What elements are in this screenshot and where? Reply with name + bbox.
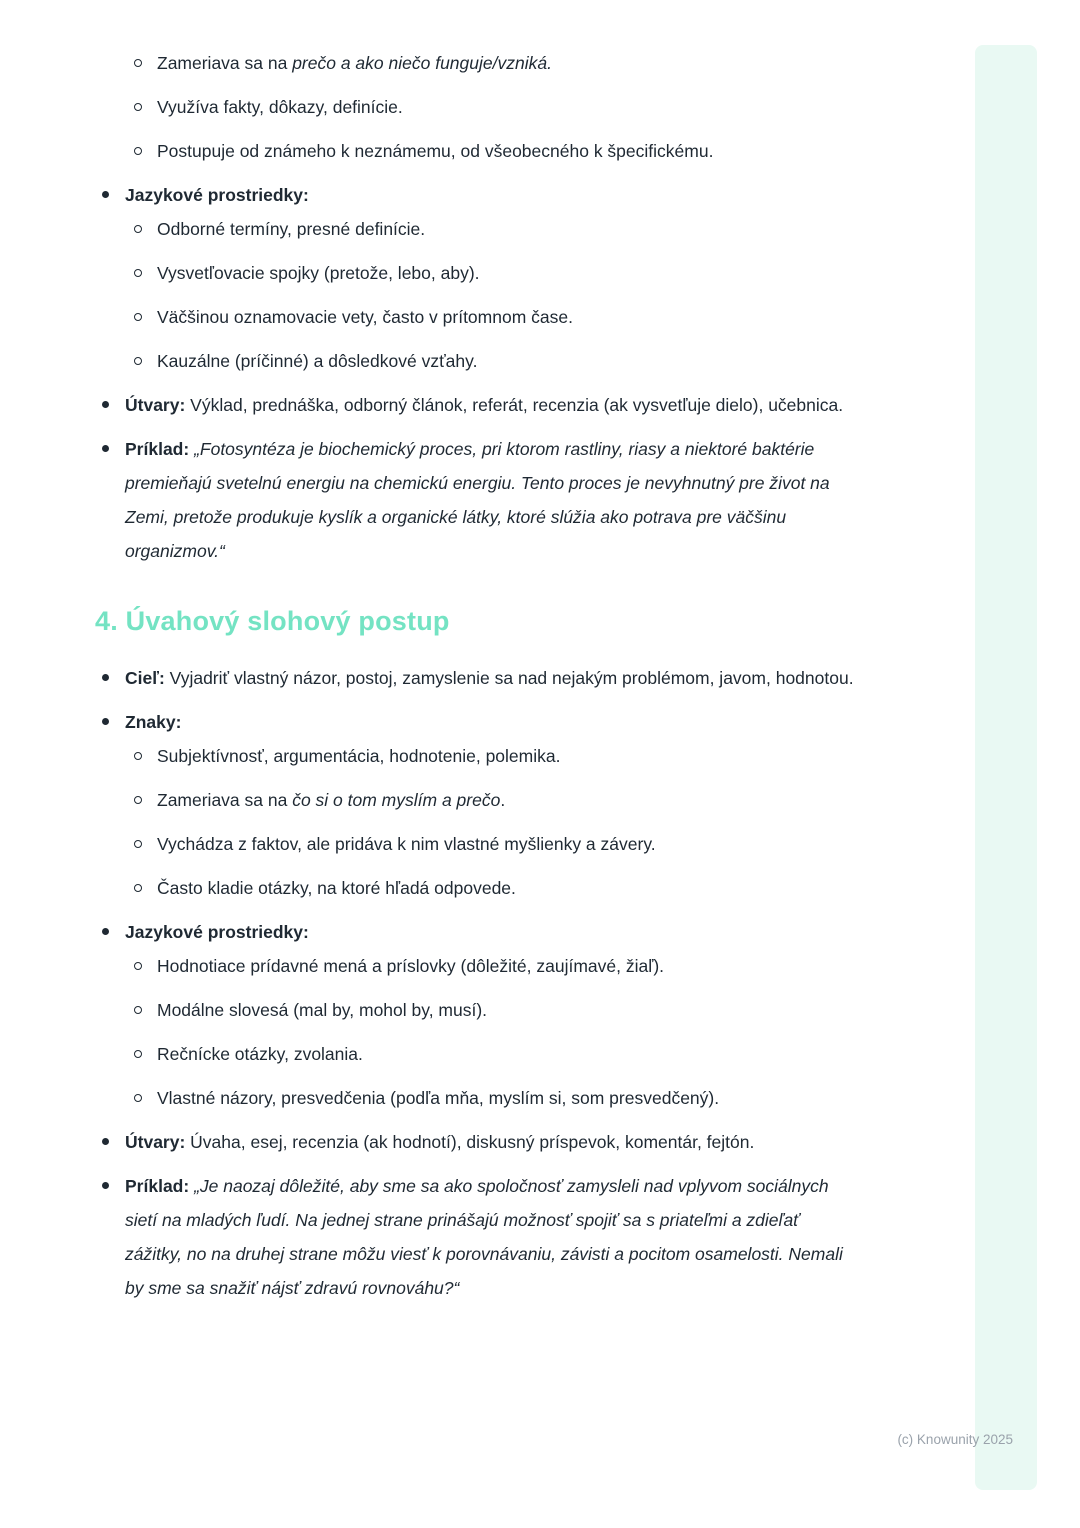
list-item-text: Útvary: Úvaha, esej, recenzia (ak hodnotí), diskusný príspevok, komentár, fejtón. [125, 1132, 755, 1152]
bullet-circle-icon [127, 739, 157, 760]
list-item [95, 178, 860, 212]
list-item [95, 388, 860, 422]
list-item [95, 705, 860, 739]
list-item-text: Postupuje od známeho k neznámemu, od všeobecného k špecifickému. [157, 141, 714, 161]
list-item [127, 949, 860, 983]
bullet-disc-icon [95, 705, 125, 725]
list-item-text: Príklad: „Fotosyntéza je biochemický proces, pri ktorom rastliny, riasy a niektoré baktérie premieňajú svetelnú energiu na chemickú energiu. Tento proces je nevyhnutný pre život na Zemi, pretože produkuje kyslík a organické látky, ktoré slúžia ako potrava pre väčšinu organizmov.“ [125, 439, 830, 561]
bullet-circle-icon [127, 300, 157, 321]
list-item-text: Väčšinou oznamovacie vety, často v prítomnom čase. [157, 307, 573, 327]
bullet-circle-icon [127, 212, 157, 233]
list-item-text: Modálne slovesá (mal by, mohol by, musí). [157, 1000, 488, 1020]
list-item-text: Kauzálne (príčinné) a dôsledkové vzťahy. [157, 351, 478, 371]
list-item [127, 993, 860, 1027]
list-item-text: Útvary: Výklad, prednáška, odborný článok, referát, recenzia (ak vysvetľuje dielo), učebnica. [125, 395, 844, 415]
bullet-disc-icon [95, 388, 125, 408]
list-item [127, 1081, 860, 1115]
list-item [127, 256, 860, 290]
bullet-disc-icon [95, 178, 125, 198]
bullet-disc-icon [95, 432, 125, 452]
list-item-text: Rečnícke otázky, zvolania. [157, 1044, 363, 1064]
bullet-circle-icon [127, 90, 157, 111]
bullet-circle-icon [127, 783, 157, 804]
list-item-text: Často kladie otázky, na ktoré hľadá odpovede. [157, 878, 516, 898]
list-item [127, 739, 860, 773]
list-item-text: Subjektívnosť, argumentácia, hodnotenie, polemika. [157, 746, 561, 766]
list-item-text: Jazykové prostriedky: [125, 185, 309, 205]
bullet-circle-icon [127, 993, 157, 1014]
bullet-circle-icon [127, 134, 157, 155]
list-item [127, 212, 860, 246]
document-content [95, 46, 860, 1315]
list-item [127, 871, 860, 905]
list-item [95, 915, 860, 949]
list-item-text: Vychádza z faktov, ale pridáva k nim vlastné myšlienky a závery. [157, 834, 656, 854]
list-item-text: Jazykové prostriedky: [125, 922, 309, 942]
bullet-circle-icon [127, 1081, 157, 1102]
list-item-text: Odborné termíny, presné definície. [157, 219, 426, 239]
bullet-circle-icon [127, 827, 157, 848]
bullet-circle-icon [127, 949, 157, 970]
bullet-circle-icon [127, 871, 157, 892]
list-item-text: Cieľ: Vyjadriť vlastný názor, postoj, zamyslenie sa nad nejakým problémom, javom, hodnotou. [125, 668, 854, 688]
list-item [127, 134, 860, 168]
list-item-text: Vlastné názory, presvedčenia (podľa mňa, myslím si, som presvedčený). [157, 1088, 720, 1108]
list-item-text: Využíva fakty, dôkazy, definície. [157, 97, 403, 117]
list-item-text: Vysvetľovacie spojky (pretože, lebo, aby). [157, 263, 480, 283]
list-item [127, 1037, 860, 1071]
bullet-disc-icon [95, 661, 125, 681]
list-item-text: Príklad: „Je naozaj dôležité, aby sme sa ako spoločnosť zamysleli nad vplyvom sociálnych sietí na mladých ľudí. Na jednej strane prinášajú možnosť spojiť sa s priateľmi a zdieľať zážitky, no na druhej strane môžu viesť k porovnávaniu, závisti a pocitom osamelosti. Nemali by sme sa snažiť nájsť zdravú rovnováhu?“ [125, 1176, 843, 1298]
list-item [95, 432, 860, 568]
list-item-text: Zameriava sa na čo si o tom myslím a prečo. [157, 790, 506, 810]
bullet-circle-icon [127, 344, 157, 365]
list-item [95, 661, 860, 695]
list-item [127, 90, 860, 124]
list-item [95, 1125, 860, 1159]
list-item-text: Zameriava sa na prečo a ako niečo funguje/vzniká. [157, 53, 552, 73]
list-item-text: Hodnotiace prídavné mená a príslovky (dôležité, zaujímavé, žiaľ). [157, 956, 665, 976]
bullet-disc-icon [95, 1125, 125, 1145]
list-item [127, 827, 860, 861]
bullet-disc-icon [95, 1169, 125, 1189]
list-item [127, 300, 860, 334]
list-item-text: Znaky: [125, 712, 182, 732]
list-item [127, 783, 860, 817]
section-heading: 4. Úvahový slohový postup [95, 606, 450, 636]
bullet-circle-icon [127, 256, 157, 277]
bullet-circle-icon [127, 46, 157, 67]
bullet-circle-icon [127, 1037, 157, 1058]
list-item [127, 46, 860, 80]
copyright-footer: (c) Knowunity 2025 [897, 1432, 1013, 1447]
list-item [95, 1169, 860, 1305]
list-item [127, 344, 860, 378]
bullet-disc-icon [95, 915, 125, 935]
page-margin-strip [975, 45, 1037, 1490]
